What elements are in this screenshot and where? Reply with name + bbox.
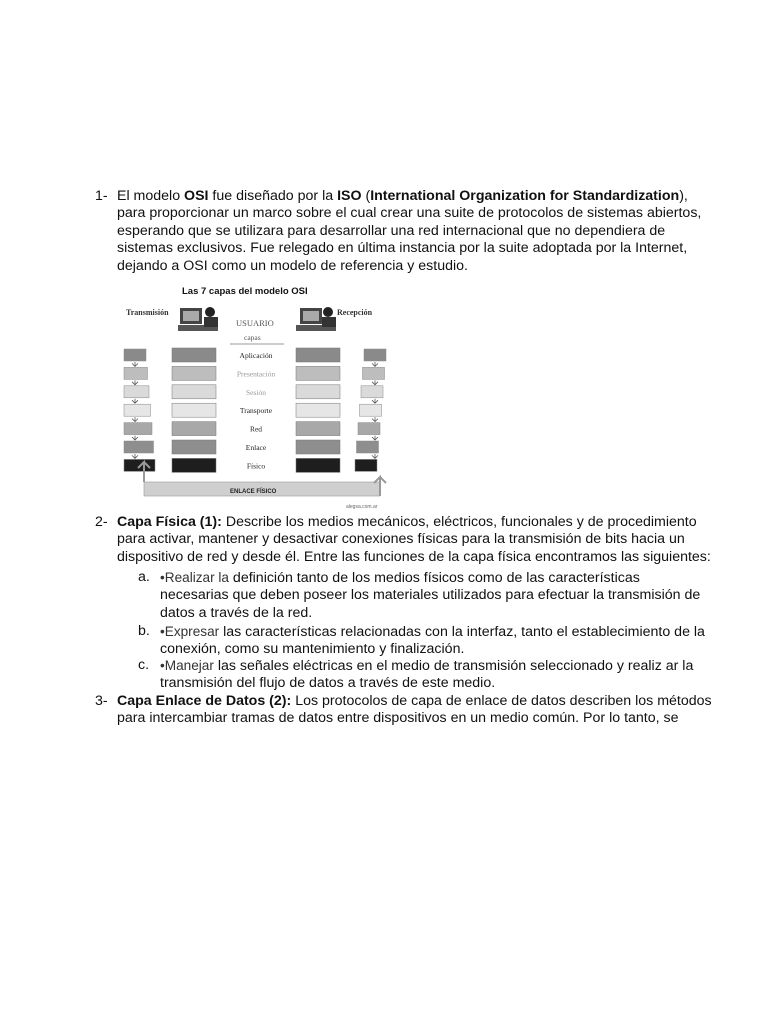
arrow-down-icon bbox=[132, 436, 138, 440]
term-iso-full: International Organization for Standardization bbox=[370, 188, 680, 204]
term-osi: OSI bbox=[184, 188, 209, 204]
right-pdu-block bbox=[358, 423, 380, 435]
left-layer-block bbox=[172, 458, 216, 472]
right-layer-block bbox=[296, 458, 340, 472]
right-layer-block bbox=[296, 366, 340, 380]
text-line: esperando que se utilizara para desarrollar una red internacional que no dependiera de bbox=[117, 222, 666, 239]
layer-label: Red bbox=[249, 424, 263, 434]
capas-label: capas bbox=[244, 333, 261, 342]
figure-credit: alegsa.com.ar bbox=[346, 504, 378, 510]
right-layer-block bbox=[296, 348, 340, 362]
left-pdu-block bbox=[124, 441, 154, 453]
right-layer-block bbox=[296, 403, 340, 417]
osi-diagram bbox=[118, 282, 394, 512]
arrow-down-icon bbox=[132, 399, 138, 403]
computer-user-left-icon bbox=[178, 307, 218, 331]
usuario-label: USUARIO bbox=[236, 318, 274, 328]
right-pdu-block bbox=[361, 386, 383, 398]
right-layer-block bbox=[296, 385, 340, 399]
recepcion-label: Recepción bbox=[337, 308, 373, 317]
transmision-label: Transmisión bbox=[126, 308, 169, 317]
right-pdu-block bbox=[357, 441, 379, 453]
text-line: para proporcionar un marco sobre el cual crear una suite de protocolos de sistemas abiertos, bbox=[117, 205, 702, 222]
paragraph-osi-intro bbox=[117, 188, 702, 275]
layer-label: Transporte bbox=[239, 406, 273, 416]
arrow-down-icon bbox=[372, 417, 378, 421]
paragraph-capa-enlace bbox=[117, 693, 712, 728]
arrow-down-icon bbox=[372, 454, 378, 458]
right-pdu-block bbox=[363, 367, 385, 379]
computer-user-right-icon bbox=[296, 307, 336, 331]
layer-label: Sesión bbox=[245, 387, 267, 397]
layer-label: Presentación bbox=[236, 369, 276, 379]
left-layer-block bbox=[172, 348, 216, 362]
arrow-down-icon bbox=[372, 362, 378, 366]
paragraph-capa-fisica bbox=[117, 514, 711, 566]
text-line: dispositivo de red y desde él. Entre las funciones de la capa física encontramos las siguientes: bbox=[117, 548, 711, 565]
left-layer-block bbox=[172, 422, 216, 436]
text-line: para intercambiar tramas de datos entre dispositivos en un medio común. Por lo tanto, se bbox=[117, 710, 679, 727]
text-line: Capa Física (1): Describe los medios mecánicos, eléctricos, funcionales y de procedimiento bbox=[117, 514, 697, 530]
layer-label: Aplicación bbox=[239, 351, 273, 360]
list-number: 1- bbox=[95, 188, 108, 204]
left-pdu-block bbox=[124, 386, 149, 398]
right-pdu-block bbox=[360, 404, 382, 416]
enlace-fisico-label: ENLACE FÍSICO bbox=[230, 489, 277, 495]
arrow-down-icon bbox=[132, 380, 138, 384]
left-pdu-block bbox=[124, 404, 151, 416]
left-pdu-block bbox=[124, 423, 152, 435]
text-line: El modelo OSI fue diseñado por la ISO (International Organization for Standardization), bbox=[117, 188, 688, 204]
arrow-down-icon bbox=[372, 436, 378, 440]
arrow-down-icon bbox=[132, 362, 138, 366]
right-pdu-block bbox=[364, 349, 386, 361]
text-line: dejando a OSI como un modelo de referencia y estudio. bbox=[117, 257, 468, 274]
document-page: 1- El modelo OSI fue diseñado por la ISO (International Organization for Standardization), para proporcionar un marco sobre el cual crear una suite de protocolos de sistemas abiertos, esperando que se utilizara para desarrollar una red internacional que no dependiera de sistemas exclusivos. Fue relegado en última instancia por la suite adoptada por la Internet, dejando a OSI como un modelo de referencia y estudio. Las 7 capas del modelo OSI Transmisión Recepción USUARIO capas Aplicación Presentación Sesión Transporte Red Enlace Físico ENLACE FÍSICO alegsa.com.ar 2- Capa Física (1): Describe los medios mecánicos, eléctricos, funcionales y de procedimiento para activar, mantener y desactivar conexiones físicas para la transmisión de bits hacia un dispositivo de red y desde él. Entre las funciones de la capa física encontramos las siguientes: a. •Realizar la definición tanto de los medios físicos como de las características necesarias que deben poseer los materiales utilizados para efectuar la transmisión de datos a través de la red. b. •Expresar las características relacionadas con la interfaz, tanto el establecimiento de la conexión, como su mantenimiento y finalización. c. •Manejar las señales eléctricas en el medio de transmisión seleccionado y realiz ar la transmisión del flujo de datos a través de este medio. 3- Capa Enlace de Datos (2): Los protocolos de capa de enlace de datos describen los métodos para intercambiar tramas de datos entre dispositivos en un medio común. Por lo tanto, se bbox=[95, 188, 712, 727]
right-pdu-block bbox=[355, 459, 377, 471]
arrow-down-icon bbox=[132, 417, 138, 421]
heading-capa-enlace: Capa Enlace de Datos (2): bbox=[117, 693, 292, 709]
right-layer-block bbox=[296, 422, 340, 436]
left-layer-block bbox=[172, 440, 216, 454]
list-number: 2- bbox=[95, 514, 108, 530]
text-line: sistemas exclusivos. Fue relegado en última instancia por la suite adoptada por la Internet, bbox=[117, 240, 688, 257]
arrow-down-icon bbox=[372, 380, 378, 384]
text-line: Capa Enlace de Datos (2): Los protocolos de capa de enlace de datos describen los métodos bbox=[117, 693, 712, 709]
arrow-down-icon bbox=[372, 399, 378, 403]
left-layer-block bbox=[172, 366, 216, 380]
right-layer-block bbox=[296, 440, 340, 454]
term-iso: ISO bbox=[337, 188, 362, 204]
heading-capa-fisica: Capa Física (1): bbox=[117, 514, 222, 530]
left-pdu-block bbox=[124, 349, 146, 361]
osi-model-figure bbox=[118, 282, 394, 512]
left-pdu-block bbox=[124, 367, 148, 379]
left-layer-block bbox=[172, 385, 216, 399]
arrow-down-icon bbox=[132, 454, 138, 458]
layer-label: Físico bbox=[246, 461, 266, 471]
left-layer-block bbox=[172, 403, 216, 417]
text-line: para activar, mantener y desactivar conexiones físicas para la transmisión de bits hacia un bbox=[117, 531, 685, 548]
layer-label: Enlace bbox=[245, 443, 267, 452]
figure-title: Las 7 capas del modelo OSI bbox=[182, 286, 308, 297]
layer-stack bbox=[124, 348, 386, 472]
list-number: 3- bbox=[95, 693, 108, 709]
